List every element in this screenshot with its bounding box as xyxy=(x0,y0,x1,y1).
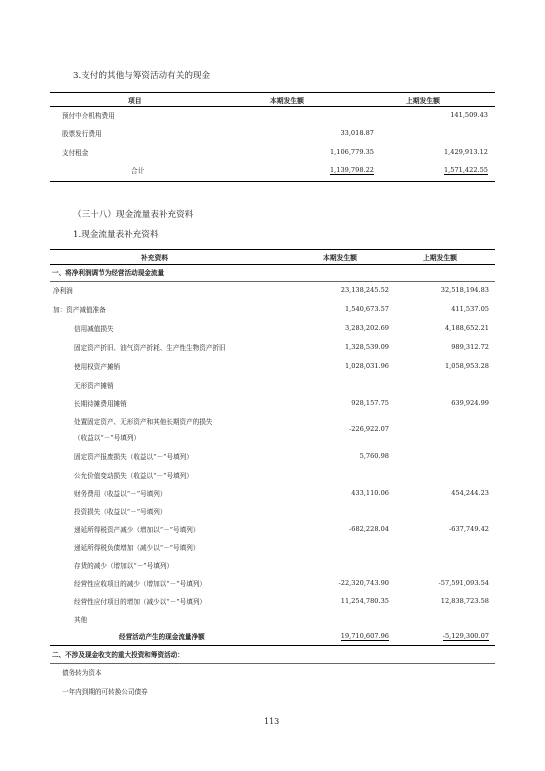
section-38-subheading: 1.现金流量表补充资料 xyxy=(73,230,159,240)
table2-header-current: 本期发生额 xyxy=(323,254,357,262)
table2-row-label: 其他 xyxy=(74,616,88,624)
table2-row-label-line2: （收益以“－”号填列） xyxy=(74,434,141,442)
part2-title: 二、不涉及现金收支的重大投资和筹资活动： xyxy=(52,651,184,659)
table2-row-current: 1,028,031.96 xyxy=(344,362,389,370)
net-cash-flow-previous: -5,129,300.07 xyxy=(442,632,489,640)
table2-row-current: 23,138,245.52 xyxy=(340,286,389,294)
table2-row-current: 5,760.98 xyxy=(359,452,389,460)
table2-row-label: 使用权资产摊销 xyxy=(74,363,121,371)
table2-header-previous: 上期发生额 xyxy=(423,254,457,262)
table1-row-previous: 1,429,913.12 xyxy=(443,148,488,156)
table2-row-current: 433,110.06 xyxy=(351,489,389,497)
part1-title: 一、将净利润调节为经营活动现金流量 xyxy=(52,269,165,277)
net-cash-flow-label: 经营活动产生的现金流量净额 xyxy=(119,633,205,641)
section-38-heading: （三十八）现金流量表补充资料 xyxy=(73,210,194,220)
table2-row-previous: -57,591,093.54 xyxy=(438,579,489,587)
table2-row-label: 信用减值损失 xyxy=(74,325,114,333)
table2-row-current: 3,283,202.69 xyxy=(344,324,389,332)
net-cash-flow-rule xyxy=(50,645,495,646)
table2-header-item: 补充资料 xyxy=(141,254,169,262)
table1-row-current: 33,018.87 xyxy=(340,129,374,137)
section-3-title: 3.支付的其他与筹资活动有关的现金 xyxy=(73,71,211,81)
table2-row-label: 投资损失（收益以“－”号填列） xyxy=(74,508,167,516)
table2-row-current: 11,254,780.35 xyxy=(340,597,389,605)
table2-row-previous: 639,924.99 xyxy=(451,399,489,407)
table2-row-previous: 32,518,194.83 xyxy=(440,286,489,294)
table2-row-previous: 12,838,723.58 xyxy=(440,597,489,605)
table2-row-label: 经营性应付项目的增加（减少以“－”号填列） xyxy=(74,598,207,606)
table2-row-previous: -637,749.42 xyxy=(449,525,489,533)
table2-row-label: 净利润 xyxy=(53,287,73,295)
table2-row-previous: 454,244.23 xyxy=(451,489,489,497)
table1-row-label: 支付租金 xyxy=(62,149,89,157)
table1-header-current: 本期发生额 xyxy=(270,97,304,105)
table1-header-rule xyxy=(50,106,495,107)
table1-row-label: 预付中介机构费用 xyxy=(62,112,115,120)
table2-row-label: 长期待摊费用摊销 xyxy=(74,400,127,408)
part2-row-label: 一年内到期的可转换公司债券 xyxy=(62,688,148,696)
table2-row-label: 经营性应收项目的减少（增加以“－”号填列） xyxy=(74,580,207,588)
part1-rule xyxy=(50,281,495,282)
table1-total-current: 1,139,798.22 xyxy=(329,166,374,174)
table2-row-previous: 989,312.72 xyxy=(451,343,489,351)
table2-row-previous: 411,537.05 xyxy=(451,305,489,313)
table1-top-rule xyxy=(50,92,495,93)
table1-row-label: 股票发行费用 xyxy=(62,130,102,138)
table2-row-label: 存货的减少（增加以“－”号填列） xyxy=(74,562,174,570)
table2-row-label: 递延所得税资产减少（增加以“－”号填列） xyxy=(74,526,200,534)
table1-row-previous: 141,509.43 xyxy=(450,111,488,119)
table2-row-label: 固定资产折旧、油气资产折耗、生产性生物资产折旧 xyxy=(74,344,226,352)
page-number: 113 xyxy=(264,717,280,726)
table2-row-label: 固定资产报废损失（收益以“－”号填列） xyxy=(74,453,193,461)
table1-total-label: 合计 xyxy=(131,167,145,175)
table1-total-previous: 1,571,422.55 xyxy=(443,166,488,174)
table2-row-label: 加：资产减值准备 xyxy=(53,306,106,314)
table1-header-item: 项目 xyxy=(128,97,142,105)
table1-row-current: 1,106,779.35 xyxy=(329,148,374,156)
part2-row-label: 债务转为资本 xyxy=(62,669,102,677)
table2-row-label: 递延所得税负债增加（减少以“－”号填列） xyxy=(74,544,200,552)
table2-row-current: 1,540,673.57 xyxy=(344,305,389,313)
table1-header-previous: 上期发生额 xyxy=(406,97,440,105)
table2-row-label: 无形资产摊销 xyxy=(74,382,114,390)
table2-row-previous: 4,188,652.21 xyxy=(444,324,489,332)
table2-row-current: 928,157.75 xyxy=(351,399,389,407)
table1-bottom-rule xyxy=(50,181,495,182)
table2-row-current: -22,320,743.90 xyxy=(338,579,389,587)
table2-row-current: -682,228.04 xyxy=(349,525,389,533)
table2-header-rule xyxy=(50,264,495,265)
table2-row-current: -226,922.07 xyxy=(349,425,389,433)
table2-row-previous: 1,058,953.28 xyxy=(444,362,489,370)
table2-row-current: 1,328,539.09 xyxy=(344,343,389,351)
table2-row-label: 公允价值变动损失（收益以“－”号填列） xyxy=(74,472,193,480)
net-cash-flow-current: 19,710,607.96 xyxy=(340,632,389,640)
table2-row-label: 财务费用（收益以“－”号填列） xyxy=(74,490,167,498)
part2-rule xyxy=(50,663,495,664)
table2-top-rule xyxy=(50,249,495,250)
table2-row-label: 处置固定资产、无形资产和其他长期资产的损失 xyxy=(74,418,213,426)
